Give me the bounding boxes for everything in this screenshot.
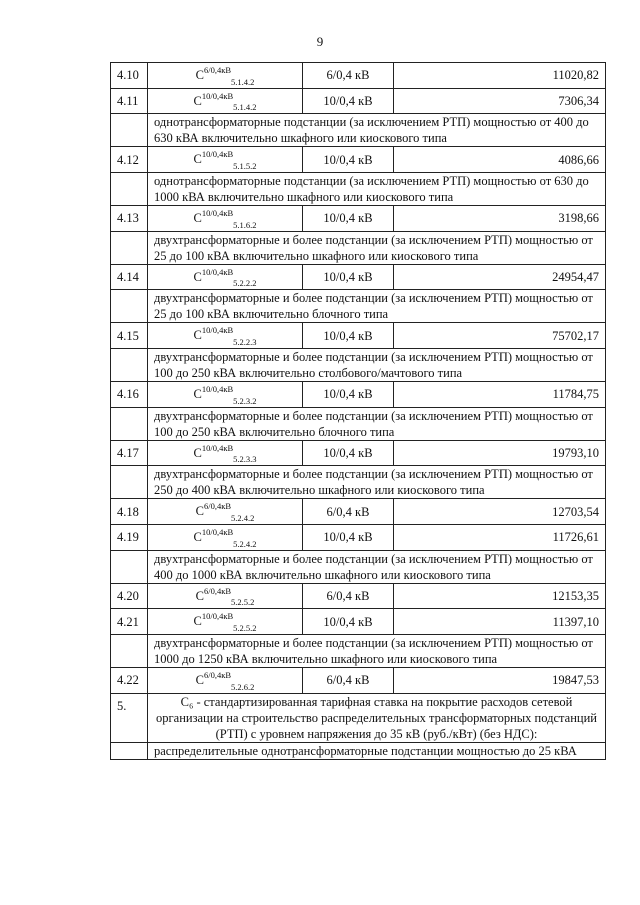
rate-symbol-text <box>193 526 257 549</box>
rate-symbol-base: C <box>195 68 204 83</box>
table-row <box>111 63 606 89</box>
rate-symbol <box>148 499 303 525</box>
rate-symbol-index: 5.1.5.2 <box>233 160 257 171</box>
description-row <box>111 172 606 205</box>
section-row <box>111 693 606 742</box>
voltage-level: 10/0,4 кВ <box>303 609 394 635</box>
voltage-level: 6/0,4 кВ <box>303 583 394 609</box>
rate-symbol-text <box>195 585 255 608</box>
empty-number-cell <box>111 634 148 667</box>
voltage-level: 6/0,4 кВ <box>303 63 394 89</box>
rate-symbol-voltage: 10/0,4кВ <box>201 90 234 101</box>
description-text: двухтрансформаторные и более подстанции (за исключением РТП) мощностью от 1000 до 1250 кВА включительно шкафного или киоскового типа <box>148 634 606 667</box>
description-text: двухтрансформаторные и более подстанции (за исключением РТП) мощностью от 25 до 100 кВА включительно шкафного или киоскового типа <box>148 231 606 264</box>
rate-symbol <box>148 667 303 693</box>
rate-symbol-index: 5.2.3.2 <box>233 395 257 406</box>
description-text: двухтрансформаторные и более подстанции (за исключением РТП) мощностью от 100 до 250 кВА включительно столбового/мачтового типа <box>148 348 606 381</box>
description-text: двухтрансформаторные и более подстанции (за исключением РТП) мощностью от 250 до 400 кВА включительно шкафного или киоскового типа <box>148 466 606 499</box>
rate-symbol-text <box>193 207 257 230</box>
voltage-level: 10/0,4 кВ <box>303 323 394 349</box>
rate-symbol-text <box>195 65 255 87</box>
voltage-level: 10/0,4 кВ <box>303 205 394 231</box>
description-text: двухтрансформаторные и более подстанции (за исключением РТП) мощностью от 25 до 100 кВА включительно блочного типа <box>148 290 606 323</box>
empty-number-cell <box>111 114 148 147</box>
rate-symbol-index: 5.1.4.2 <box>231 76 255 87</box>
rate-value: 11726,61 <box>394 524 606 550</box>
rate-symbol-voltage: 6/0,4кВ <box>203 585 231 596</box>
rate-symbol <box>148 323 303 349</box>
rate-symbol-base: C <box>193 328 202 343</box>
rate-symbol-base: C <box>195 504 204 519</box>
item-number: 4.17 <box>111 440 148 466</box>
rate-symbol <box>148 583 303 609</box>
description-row <box>111 231 606 264</box>
table-row <box>111 147 606 173</box>
rate-symbol-index: 5.2.3.3 <box>233 454 257 465</box>
rate-symbol-index: 5.1.4.2 <box>233 102 257 113</box>
empty-number-cell <box>111 290 148 323</box>
item-number: 4.21 <box>111 609 148 635</box>
rate-symbol-index: 5.1.6.2 <box>233 219 257 230</box>
rate-value: 11397,10 <box>394 609 606 635</box>
table-row <box>111 205 606 231</box>
item-number: 4.12 <box>111 147 148 173</box>
rate-symbol-voltage: 10/0,4кВ <box>201 325 234 336</box>
description-text: двухтрансформаторные и более подстанции (за исключением РТП) мощностью от 400 до 1000 кВА включительно шкафного или киоскового типа <box>148 550 606 583</box>
description-row <box>111 290 606 323</box>
rate-symbol <box>148 264 303 290</box>
section-number: 5. <box>111 693 148 742</box>
voltage-level: 10/0,4 кВ <box>303 524 394 550</box>
table-row <box>111 667 606 693</box>
rate-symbol <box>148 524 303 550</box>
rate-value: 7306,34 <box>394 88 606 114</box>
rate-symbol-text <box>195 501 255 523</box>
rate-symbol-base: C <box>193 93 202 108</box>
rate-symbol <box>148 88 303 114</box>
description-row <box>111 466 606 499</box>
rate-symbol-index: 5.2.5.2 <box>231 597 255 608</box>
tariff-table <box>110 62 606 760</box>
rate-symbol-voltage: 10/0,4кВ <box>201 149 234 160</box>
table-row <box>111 583 606 609</box>
voltage-level: 6/0,4 кВ <box>303 667 394 693</box>
rate-symbol-text <box>193 325 257 347</box>
rate-symbol-text <box>193 611 257 633</box>
rate-value: 12153,35 <box>394 583 606 609</box>
rate-value: 4086,66 <box>394 147 606 173</box>
rate-symbol-voltage: 10/0,4кВ <box>201 383 234 394</box>
rate-symbol <box>148 147 303 173</box>
rate-symbol <box>148 609 303 635</box>
empty-number-cell <box>111 742 148 759</box>
voltage-level: 10/0,4 кВ <box>303 88 394 114</box>
rate-symbol <box>148 440 303 466</box>
description-row <box>111 634 606 667</box>
description-row <box>111 550 606 583</box>
rate-symbol-text <box>193 90 257 113</box>
page-number: 9 <box>316 34 324 49</box>
rate-symbol-base: C <box>193 445 202 460</box>
item-number: 4.10 <box>111 63 148 89</box>
voltage-level: 6/0,4 кВ <box>303 499 394 525</box>
item-number: 4.19 <box>111 524 148 550</box>
item-number: 4.14 <box>111 264 148 290</box>
table-row <box>111 323 606 349</box>
table-row <box>111 440 606 466</box>
table-row <box>111 609 606 635</box>
item-number: 4.15 <box>111 323 148 349</box>
item-number: 4.18 <box>111 499 148 525</box>
rate-symbol-text <box>193 442 257 465</box>
voltage-level: 10/0,4 кВ <box>303 264 394 290</box>
description-row <box>111 407 606 440</box>
rate-value: 11784,75 <box>394 381 606 407</box>
table-row <box>111 381 606 407</box>
empty-number-cell <box>111 466 148 499</box>
rate-symbol-base: C <box>193 530 202 545</box>
item-number: 4.13 <box>111 205 148 231</box>
rate-symbol-index: 5.2.4.2 <box>233 538 257 549</box>
rate-symbol-index: 5.2.6.2 <box>231 681 255 692</box>
rate-value: 3198,66 <box>394 205 606 231</box>
rate-symbol-index: 5.2.2.3 <box>233 336 257 347</box>
rate-symbol-voltage: 10/0,4кВ <box>201 266 234 277</box>
rate-symbol-index: 5.2.2.2 <box>233 278 257 289</box>
rate-symbol <box>148 381 303 407</box>
rate-symbol-base: C <box>195 673 204 688</box>
rate-symbol-text <box>193 149 257 171</box>
rate-symbol-voltage: 6/0,4кВ <box>203 669 231 680</box>
rate-symbol-text <box>195 669 255 692</box>
rate-symbol-voltage: 10/0,4кВ <box>201 207 234 218</box>
rate-symbol-base: C <box>193 614 202 629</box>
rate-symbol <box>148 63 303 89</box>
voltage-level: 10/0,4 кВ <box>303 440 394 466</box>
description-text: однотрансформаторные подстанции (за исключением РТП) мощностью от 400 до 630 кВА включительно шкафного или киоскового типа <box>148 114 606 147</box>
rate-symbol-voltage: 6/0,4кВ <box>203 65 231 75</box>
table-row <box>111 499 606 525</box>
rate-symbol-index: 5.2.5.2 <box>233 622 257 633</box>
empty-number-cell <box>111 348 148 381</box>
rate-symbol-text <box>193 266 257 289</box>
rate-value: 11020,82 <box>394 63 606 89</box>
rate-symbol-voltage: 10/0,4кВ <box>201 611 234 622</box>
item-number: 4.22 <box>111 667 148 693</box>
rate-value: 24954,47 <box>394 264 606 290</box>
table-row <box>111 264 606 290</box>
table-row <box>111 88 606 114</box>
rate-symbol-base: C <box>193 269 202 284</box>
description-text: распределительные однотрансформаторные подстанции мощностью до 25 кВА <box>148 742 606 759</box>
description-text: однотрансформаторные подстанции (за исключением РТП) мощностью от 630 до 1000 кВА включительно шкафного или киоскового типа <box>148 172 606 205</box>
item-number: 4.20 <box>111 583 148 609</box>
rate-symbol-base: C <box>193 387 202 402</box>
item-number: 4.16 <box>111 381 148 407</box>
rate-value: 19847,53 <box>394 667 606 693</box>
rate-symbol-voltage: 6/0,4кВ <box>203 501 231 512</box>
empty-number-cell <box>111 550 148 583</box>
description-row <box>111 348 606 381</box>
description-row <box>111 114 606 147</box>
empty-number-cell <box>111 407 148 440</box>
rate-symbol-base: C <box>193 152 202 167</box>
rate-symbol-voltage: 10/0,4кВ <box>201 442 234 453</box>
item-number: 4.11 <box>111 88 148 114</box>
rate-symbol-text <box>193 383 257 406</box>
empty-number-cell <box>111 231 148 264</box>
table-row <box>111 524 606 550</box>
description-row <box>111 742 606 759</box>
rate-value: 19793,10 <box>394 440 606 466</box>
rate-value: 12703,54 <box>394 499 606 525</box>
voltage-level: 10/0,4 кВ <box>303 147 394 173</box>
rate-symbol-index: 5.2.4.2 <box>231 512 255 523</box>
rate-symbol <box>148 205 303 231</box>
rate-value: 75702,17 <box>394 323 606 349</box>
empty-number-cell <box>111 172 148 205</box>
rate-symbol-base: C <box>195 588 204 603</box>
voltage-level: 10/0,4 кВ <box>303 381 394 407</box>
rate-symbol-voltage: 10/0,4кВ <box>201 526 234 537</box>
section-text: C₆ - стандартизированная тарифная ставка на покрытие расходов сетевой организации на строительство распределительных трансформаторных подстанций (РТП) с уровнем напряжения до 35 кВ (руб./кВт) (без НДС): <box>148 693 606 742</box>
rate-symbol-base: C <box>193 211 202 226</box>
description-text: двухтрансформаторные и более подстанции (за исключением РТП) мощностью от 100 до 250 кВА включительно блочного типа <box>148 407 606 440</box>
